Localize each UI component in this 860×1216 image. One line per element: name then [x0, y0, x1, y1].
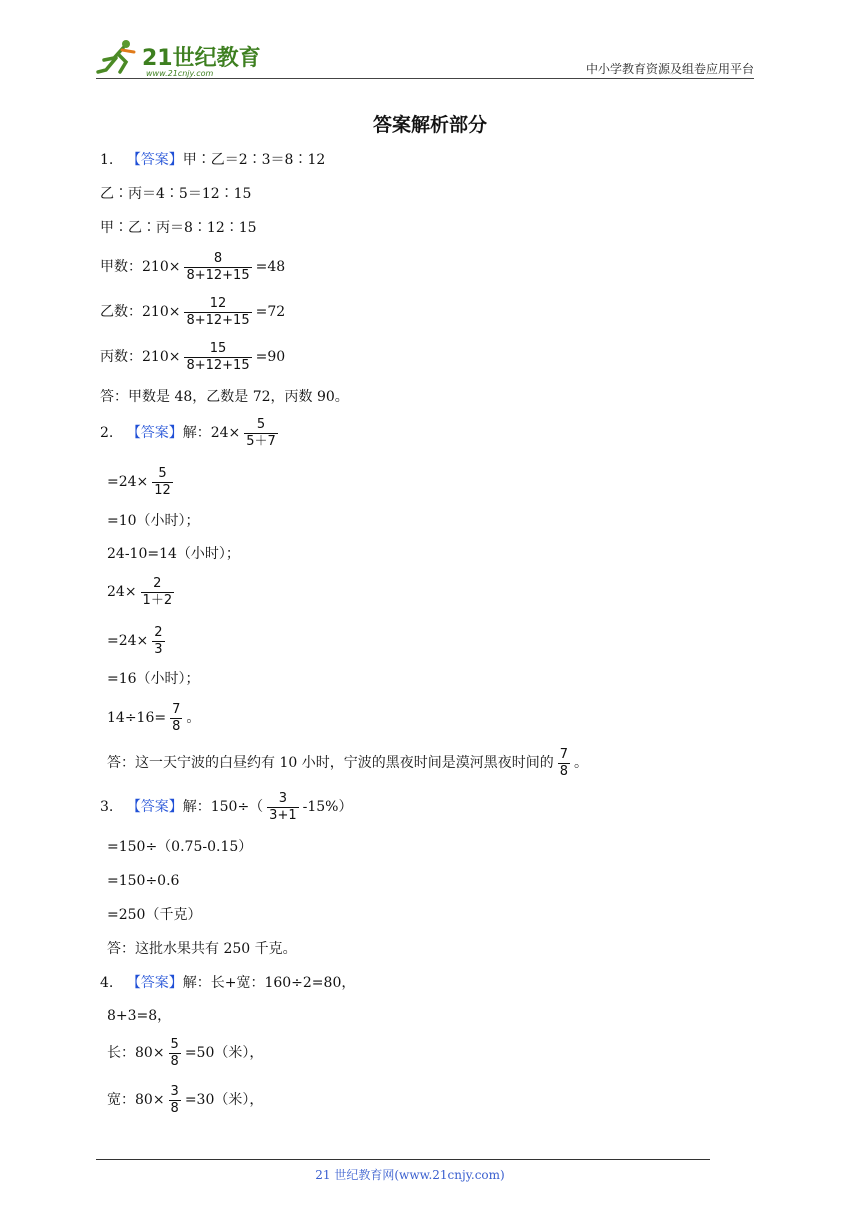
fraction: $\frac{8}{8+12+15}$ — [186, 251, 250, 283]
q2-answer: 答：这一天宁波的白昼约有 10 小时，宁波的黑夜时间是漠河黑夜时间的 $\frac{7}{8}$ 。 — [107, 747, 588, 779]
q3-number: 3. — [100, 799, 114, 816]
fraction: $\frac{2}{3}$ — [154, 625, 163, 657]
q2-line-2: =24× $\frac{5}{12}$ — [107, 466, 171, 498]
answer-tag: 【答案】 — [126, 152, 183, 168]
page-title: 答案解析部分 — [372, 114, 487, 136]
q3-answer: 答：这批水果共有 250 千克。 — [107, 941, 297, 957]
answer-tag: 【答案】 — [126, 425, 183, 442]
logo-text: 21世纪教育 — [142, 46, 261, 71]
q1-line-6: 丙数：210× $\frac{15}{8+12+15}$ =90 — [100, 341, 286, 373]
q2-line-5: 24× $\frac{2}{1+2}$ — [107, 576, 173, 608]
q4-line-1: 4. 【答案】 解：长+宽：160÷2=80， — [100, 975, 356, 991]
fraction: $\frac{7}{8}$ — [172, 702, 181, 734]
footer-link[interactable]: 21 世纪教育网(www.21cnjy.com) — [315, 1168, 505, 1182]
q3-line-3: =150÷0.6 — [107, 873, 180, 889]
header-divider — [96, 78, 754, 79]
fraction: $\frac{12}{8+12+15}$ — [186, 296, 250, 328]
q2-number: 2. — [100, 425, 114, 442]
logo-url: www.21cnjy.com — [146, 69, 214, 78]
q1-line-3: 甲∶乙∶丙＝8∶12∶15 — [100, 220, 257, 236]
q1-line-4: 甲数：210× $\frac{8}{8+12+15}$ =48 — [100, 251, 286, 283]
q1-line-1: 1. 【答案】 甲∶乙＝2∶3＝8∶12 — [100, 152, 326, 168]
fraction: $\frac{2}{1+2}$ — [142, 576, 173, 608]
q1-line-2: 乙∶丙＝4∶5＝12∶15 — [100, 186, 252, 202]
q4-line-3: 长：80× $\frac{5}{8}$ =50（米）， — [107, 1037, 264, 1069]
answer-tag: 【答案】 — [126, 975, 183, 991]
q3-line-2: =150÷（0.75-0.15） — [107, 839, 253, 855]
fraction: $\frac{5}{12}$ — [154, 466, 171, 498]
fraction: $\frac{7}{8}$ — [559, 747, 568, 779]
q1-line-5: 乙数：210× $\frac{12}{8+12+15}$ =72 — [100, 296, 286, 328]
q4-line-4: 宽：80× $\frac{3}{8}$ =30（米）， — [107, 1084, 264, 1116]
site-logo — [96, 38, 266, 80]
fraction: $\frac{5}{5+7}$ — [246, 417, 276, 449]
q4-line-2: 8+3=8， — [107, 1008, 172, 1024]
answer-tag: 【答案】 — [126, 799, 183, 816]
footer-divider — [96, 1159, 710, 1160]
q1-answer: 答：甲数是 48，乙数是 72，丙数 90。 — [100, 389, 349, 405]
runner-icon — [98, 40, 134, 72]
q2-line-4: 24-10=14（小时）； — [107, 546, 240, 562]
q3-line-1: 3. 【答案】 解：150÷（ $\frac{3}{3+1}$ -15%） — [100, 791, 353, 823]
fraction: $\frac{5}{8}$ — [170, 1037, 179, 1069]
q2-line-7: =16（小时）； — [107, 671, 200, 687]
q2-line-3: =10（小时）； — [107, 513, 200, 529]
q4-number: 4. — [100, 975, 114, 991]
q2-line-6: =24× $\frac{2}{3}$ — [107, 625, 163, 657]
fraction: $\frac{3}{3+1}$ — [269, 791, 297, 823]
header-tagline: 中小学教育资源及组卷应用平台 — [585, 62, 754, 76]
fraction: $\frac{15}{8+12+15}$ — [186, 341, 250, 373]
q3-line-4: =250（千克） — [107, 907, 202, 923]
q2-line-8: 14÷16= $\frac{7}{8}$ 。 — [107, 702, 201, 734]
q2-line-1: 2. 【答案】 解：24× $\frac{5}{5+7}$ — [100, 417, 276, 449]
fraction: $\frac{3}{8}$ — [170, 1084, 179, 1116]
q1-number: 1. — [100, 152, 114, 168]
